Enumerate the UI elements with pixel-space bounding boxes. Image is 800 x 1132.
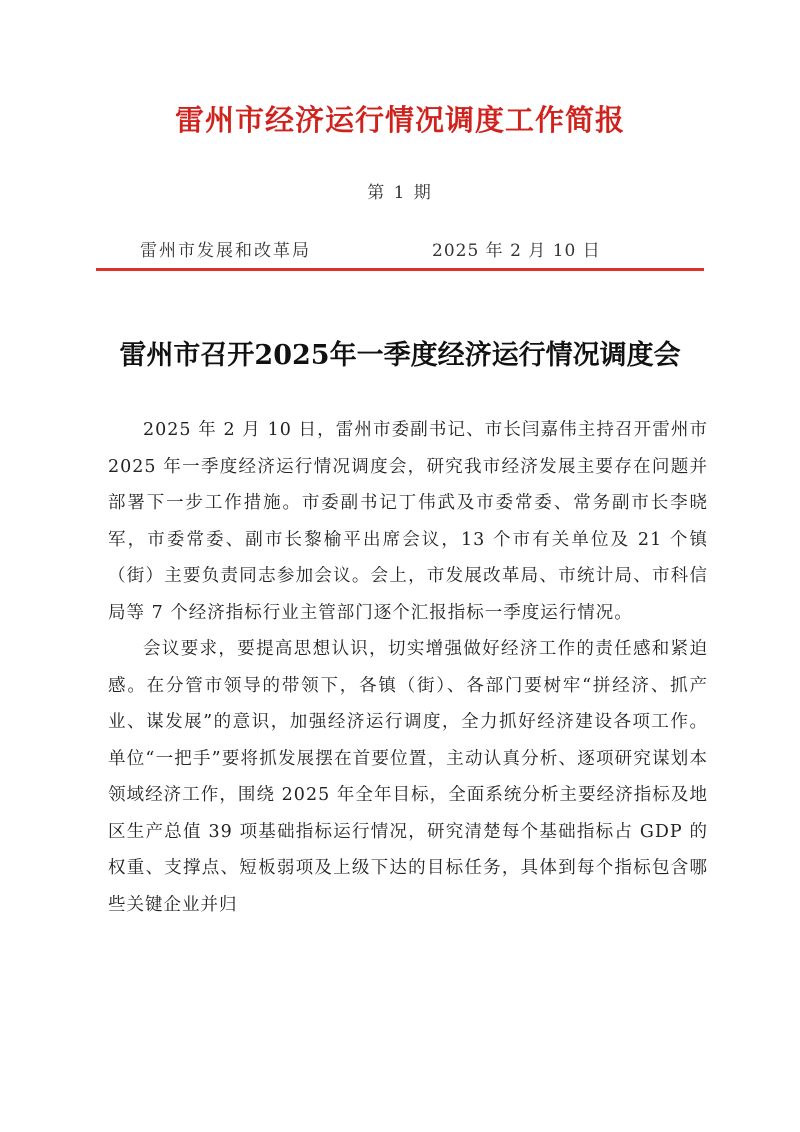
issuing-organization: 雷州市发展和改革局 — [140, 241, 311, 261]
issue-date: 2025 年 2 月 10 日 — [432, 241, 601, 261]
issue-number: 第 1 期 — [367, 183, 433, 203]
article-body — [108, 412, 708, 923]
article-paragraph: 2025 年 2 月 10 日，雷州市委副书记、市长闫嘉伟主持召开雷州市 2025 年一季度经济运行情况调度会，研究我市经济发展主要存在问题并部署下一步工作措施。市委副书记丁伟武及市委常委、常务副市长李晓军，市委常委、副市长黎榆平出席会议，13 个市有关单位及 21 个镇（街）主要负责同志参加会议。会上，市发展改革局、市统计局、市科信局等 7 个经济指标行业主管部门逐个汇报指标一季度运行情况。 — [108, 420, 708, 623]
bulletin-masthead-title: 雷州市经济运行情况调度工作简报 — [174, 103, 625, 137]
article-paragraph: 会议要求，要提高思想认识，切实增强做好经济工作的责任感和紧迫感。在分管市领导的带领下，各镇（街）、各部门要树牢“拼经济、抓产业、谋发展”的意识，加强经济运行调度，全力抓好经济建设各项工作。单位“一把手”要将抓发展摆在首要位置，主动认真分析、逐项研究谋划本领域经济工作，围绕 2025 年全年目标，全面系统分析主要经济指标及地区生产总值 39 项基础指标运行情况，研究清楚每个基础指标占 GDP 的权重、支撑点、短板弱项及上级下达的目标任务，具体到每个指标包含哪些关键企业并归 — [108, 639, 708, 915]
article-headline: 雷州市召开2025年一季度经济运行情况调度会 — [119, 340, 681, 371]
red-divider-line — [96, 268, 704, 271]
